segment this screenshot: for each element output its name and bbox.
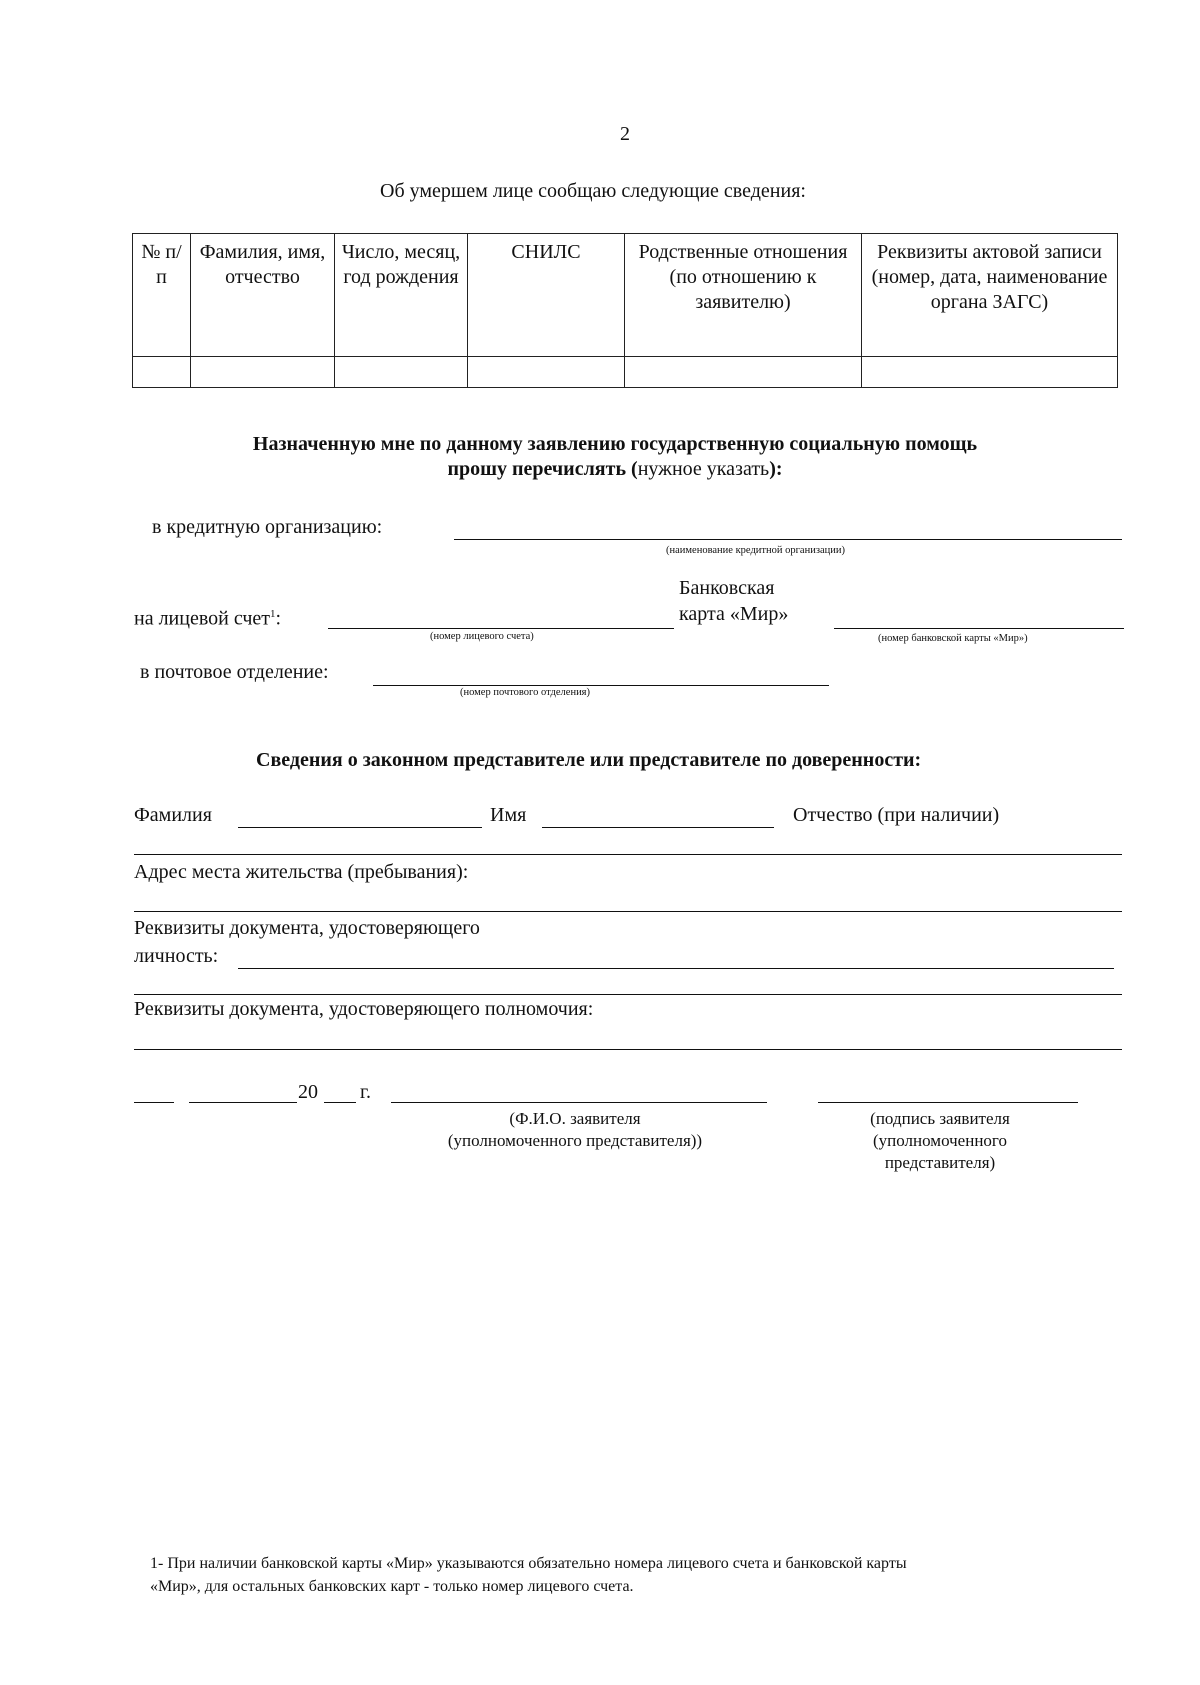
cell-snils[interactable] <box>468 357 625 388</box>
patronymic-label: Отчество (при наличии) <box>793 804 1000 826</box>
card-number-field[interactable] <box>834 604 1124 629</box>
date-month-field[interactable] <box>189 1080 297 1103</box>
surname-field[interactable] <box>238 803 482 828</box>
sign-caption-line1: (подпись заявителя <box>870 1109 1010 1128</box>
card-label-line1: Банковская <box>679 577 775 599</box>
account-caption: (номер лицевого счета) <box>430 631 534 642</box>
applicant-fio-field[interactable] <box>391 1080 767 1103</box>
col-birthdate-header: Число, месяц, год рождения <box>335 234 468 357</box>
payment-heading-line1: Назначенную мне по данному заявлению государственную социальную помощь <box>252 433 978 455</box>
account-label: на лицевой счет <box>134 607 271 630</box>
year-prefix: 20 <box>298 1081 318 1103</box>
account-label-group <box>134 602 281 631</box>
sign-caption-line2: (уполномоченного <box>873 1131 1007 1150</box>
card-caption: (номер банковской карты «Мир») <box>878 633 1028 644</box>
applicant-signature-field[interactable] <box>818 1080 1078 1103</box>
account-number-field[interactable] <box>328 602 674 629</box>
fio-caption <box>355 1108 795 1152</box>
credit-org-label: в кредитную организацию: <box>152 516 383 538</box>
footnote-line2: «Мир», для остальных банковских карт - только номер лицевого счета. <box>150 1578 634 1595</box>
id-doc-field-extra[interactable] <box>134 970 1122 995</box>
authority-doc-field[interactable] <box>134 1025 1122 1050</box>
intro-text: Об умершем лице сообщаю следующие сведения: <box>380 180 806 202</box>
name-field[interactable] <box>542 803 774 828</box>
patronymic-field[interactable] <box>134 830 1122 855</box>
col-civil-record-header: Реквизиты актовой записи (номер, дата, наименование органа ЗАГС) <box>862 234 1118 357</box>
account-footnote-mark: 1 <box>270 608 276 620</box>
col-fio-header: Фамилия, имя, отчество <box>191 234 335 357</box>
payment-heading-note: нужное указать <box>637 458 770 480</box>
representative-heading: Сведения о законном представителе или представителе по доверенности: <box>256 749 922 771</box>
credit-org-caption: (наименование кредитной организации) <box>666 545 845 556</box>
post-office-field[interactable] <box>373 660 829 686</box>
page-number: 2 <box>620 123 630 145</box>
name-label: Имя <box>490 804 527 826</box>
signature-caption <box>840 1108 1040 1174</box>
card-label-line2: карта «Мир» <box>679 603 789 625</box>
cell-birthdate[interactable] <box>335 357 468 388</box>
credit-org-field[interactable] <box>454 515 1122 540</box>
authority-doc-label: Реквизиты документа, удостоверяющего полномочия: <box>134 998 594 1020</box>
address-field[interactable] <box>134 887 1122 912</box>
footnote <box>150 1552 907 1598</box>
post-office-caption: (номер почтового отделения) <box>460 687 591 698</box>
fio-caption-line2: (уполномоченного представителя)) <box>447 1131 703 1150</box>
payment-heading-end: ): <box>769 458 783 480</box>
table-row <box>133 357 1118 388</box>
col-snils-header: СНИЛС <box>468 234 625 357</box>
id-doc-label-line1: Реквизиты документа, удостоверяющего <box>134 917 480 939</box>
payment-heading-line2 <box>0 457 1200 481</box>
fio-caption-line1: (Ф.И.О. заявителя <box>509 1109 641 1128</box>
year-suffix: г. <box>360 1081 371 1103</box>
payment-heading-bold: прошу перечислять ( <box>447 458 638 480</box>
cell-number[interactable] <box>133 357 191 388</box>
account-colon: : <box>275 607 282 630</box>
cell-fio[interactable] <box>191 357 335 388</box>
col-relation-header: Родственные отношения (по отношению к заявителю) <box>625 234 862 357</box>
cell-relation[interactable] <box>625 357 862 388</box>
col-number-header: № п/п <box>133 234 191 357</box>
cell-civil-record[interactable] <box>862 357 1118 388</box>
date-year-field[interactable] <box>324 1080 356 1103</box>
id-doc-field[interactable] <box>238 944 1114 969</box>
id-doc-label-line2: личность: <box>134 945 219 967</box>
table-header-row <box>133 234 1118 357</box>
surname-label: Фамилия <box>134 804 212 826</box>
date-day-field[interactable] <box>134 1080 174 1103</box>
post-office-label: в почтовое отделение: <box>140 661 329 683</box>
sign-caption-line3: представителя) <box>884 1153 996 1172</box>
address-label: Адрес места жительства (пребывания): <box>134 861 469 883</box>
footnote-line1: 1- При наличии банковской карты «Мир» указываются обязательно номера лицевого счета и банковской карты <box>150 1555 907 1572</box>
deceased-table <box>132 233 1118 388</box>
